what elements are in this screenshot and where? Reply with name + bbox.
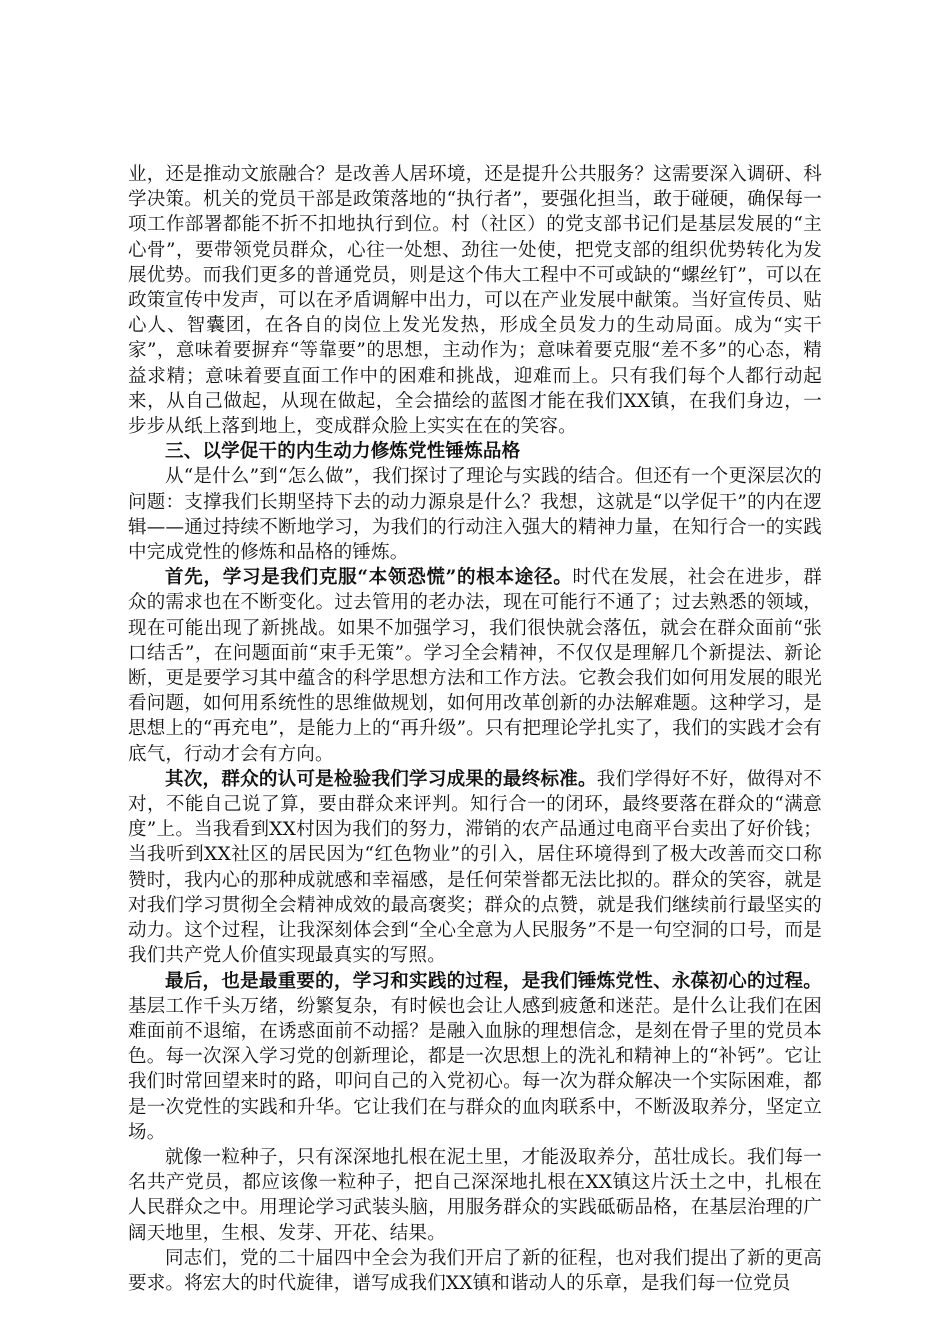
body-paragraph: [128, 565, 822, 767]
section-heading-text: 三、以学促干的内生动力修炼党性锤炼品格: [165, 441, 521, 463]
body-paragraph: [128, 464, 822, 565]
body-paragraph: [128, 1246, 822, 1296]
paragraph-lead-sentence: 最后，也是最重要的，学习和实践的过程，是我们锤炼党性、永葆初心的过程。: [165, 970, 822, 992]
section-heading: [128, 439, 822, 464]
body-paragraph: [128, 1145, 822, 1246]
paragraph-text: 从“是什么”到“怎么做”，我们探讨了理论与实践的结合。但还有一个更深层次的问题：支撑我们长期坚持下去的动力源泉是什么？我想，这就是“以学促干”的内在逻辑——通过持续不断地学习，为我们的行动注入强大的精神力量，在知行合一的实践中完成党性的修炼和品格的锤炼。: [128, 466, 822, 564]
paragraph-text: 时代在发展，社会在进步，群众的需求也在不断变化。过去管用的老办法，现在可能行不通了；过去熟悉的领域，现在可能出现了新挑战。如果不加强学习，我们很快就会落伍，就会在群众面前“张口结舌”，在问题面前“束手无策”。学习全会精神，不仅仅是理解几个新提法、新论断，更是要学习其中蕴含的科学思想方法和工作方法。它教会我们如何用发展的眼光看问题，如何用系统性的思维做规划，如何用改革创新的办法解难题。这种学习，是思想上的“再充电”，是能力上的“再升级”。只有把理论学扎实了，我们的实践才会有底气，行动才会有方向。: [128, 567, 822, 765]
paragraph-lead-sentence: 其次，群众的认可是检验我们学习成果的最终标准。: [165, 768, 597, 790]
paragraph-text: 业，还是推动文旅融合？是改善人居环境，还是提升公共服务？这需要深入调研、科学决策。机关的党员干部是政策落地的“执行者”，要强化担当，敢于碰硬，确保每一项工作部署都能不折不扣地执行到位。村（社区）的党支部书记们是基层发展的“主心骨”，要带领党员群众，心往一处想、劲往一处使，把党支部的组织优势转化为发展优势。而我们更多的普通党员，则是这个伟大工程中不可或缺的“螺丝钉”，可以在政策宣传中发声，可以在矛盾调解中出力，可以在产业发展中献策。当好宣传员、贴心人、智囊团，在各自的岗位上发光发热，形成全员发力的生动局面。成为“实干家”，意味着要摒弃“等靠要”的思想，主动作为；意味着要克服“差不多”的心态，精益求精；意味着要直面工作中的困难和挑战，迎难而上。只有我们每个人都行动起来，从自己做起，从现在做起，全会描绘的蓝图才能在我们XX镇，在我们身边，一步步从纸上落到地上，变成群众脸上实实在在的笑容。: [128, 164, 822, 438]
paragraph-text: 基层工作千头万绪，纷繁复杂，有时候也会让人感到疲惫和迷茫。是什么让我们在困难面前不退缩，在诱惑面前不动摇？是融入血脉的理想信念，是刻在骨子里的党员本色。每一次深入学习党的创新理论，都是一次思想上的洗礼和精神上的“补钙”。它让我们时常回望来时的路，叩问自己的入党初心。每一次为群众解决一个实际困难，都是一次党性的实践和升华。它让我们在与群众的血肉联系中，不断汲取养分，坚定立场。: [128, 995, 822, 1143]
paragraph-text: 同志们，党的二十届四中全会为我们开启了新的征程，也对我们提出了新的更高要求。将宏大的时代旋律，谱写成我们XX镇和谐动人的乐章，是我们每一位党员: [128, 1247, 822, 1294]
body-paragraph: [128, 767, 822, 969]
paragraph-text: 我们学得好不好，做得对不对，不能自己说了算，要由群众来评判。知行合一的闭环，最终要落在群众的“满意度”上。当我看到XX村因为我们的努力，滞销的农产品通过电商平台卖出了好价钱；当我听到XX社区的居民因为“红色物业”的引入，居住环境得到了极大改善而交口称赞时，我内心的那种成就感和幸福感，是任何荣誉都无法比拟的。群众的笑容，就是对我们学习贯彻全会精神成效的最高褒奖；群众的点赞，就是我们继续前行最坚实的动力。这个过程，让我深刻体会到“全心全意为人民服务”不是一句空洞的口号，而是我们共产党人价值实现最真实的写照。: [128, 768, 823, 967]
paragraph-text: 就像一粒种子，只有深深地扎根在泥土里，才能汲取养分，茁壮成长。我们每一名共产党员，都应该像一粒种子，把自己深深地扎根在XX镇这片沃土之中，扎根在人民群众之中。用理论学习武装头脑，用服务群众的实践砥砺品格，在基层治理的广阔天地里，生根、发芽、开花、结果。: [128, 1146, 822, 1244]
body-paragraph: [128, 969, 822, 1145]
document-page: [128, 162, 822, 1296]
paragraph-lead-sentence: 首先，学习是我们克服“本领恐慌”的根本途径。: [165, 567, 573, 589]
body-paragraph-continued: [128, 162, 822, 439]
